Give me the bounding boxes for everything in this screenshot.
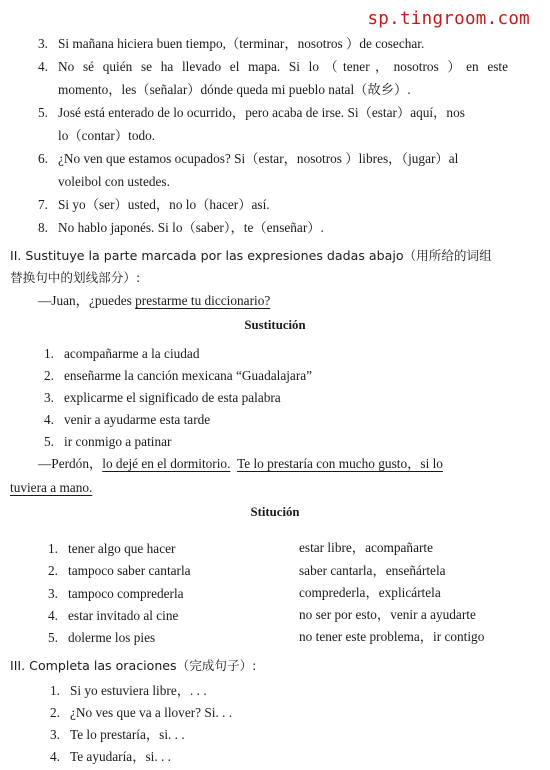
substitution-answer: no tener este problema，ir contigo xyxy=(299,629,485,644)
substitution-answer: no ser por esto，venir a ayudarte xyxy=(299,607,476,622)
dialog-answer: —Perdón，lo dejé en el dormitorio. Te lo prestaría con mucho gusto，si lo xyxy=(38,456,443,471)
substitution-item: 3. explicarme el significado de esta palabra xyxy=(44,390,281,405)
underlined-phrase: Te lo prestaría con mucho gusto，si lo xyxy=(237,456,443,471)
exercise-item-3: 3. Si mañana hiciera buen tiempo,（terminar，nosotros ）de cosechar. xyxy=(38,36,425,51)
substitution-item: 2. enseñarme la canción mexicana “Guadalajara” xyxy=(44,368,313,383)
completion-item: 2. ¿No ves que va a llover? Si. . . xyxy=(50,705,233,720)
substitution-item: 1. tener algo que hacer xyxy=(48,541,176,556)
watermark: sp.tingroom.com xyxy=(367,9,530,29)
underlined-phrase: tuviera a mano. xyxy=(10,480,93,495)
substitution-item: 4. estar invitado al cine xyxy=(48,608,179,623)
substitution-title-2: Stitución xyxy=(250,505,300,519)
dialog-question: —Juan，¿puedes prestarme tu diccionario? xyxy=(38,293,271,308)
exercise-item-6: 6. ¿No ven que estamos ocupados? Si（estar，nosotros ）libres，（jugar）al xyxy=(38,151,459,166)
substitution-item: 5. dolerme los pies xyxy=(48,630,156,645)
substitution-answer: estar libre，acompañarte xyxy=(299,540,434,555)
completion-item: 1. Si yo estuviera libre，. . . xyxy=(50,683,207,698)
exercise-item-6-cont: voleibol con ustedes. xyxy=(58,174,170,189)
exercise-item-5: 5. José está enterado de lo ocurrido，pero acaba de irse. Si（estar）aquí，nos xyxy=(38,105,465,120)
substitution-item: 4. venir a ayudarme esta tarde xyxy=(44,412,211,427)
substitution-answer: comprederla，explicártela xyxy=(299,585,441,600)
substitution-item: 5. ir conmigo a patinar xyxy=(44,434,172,449)
exercise-item-8: 8. No hablo japonés. Si lo（saber），te（enseñar）. xyxy=(38,220,324,235)
completion-item: 3. Te lo prestaría，si. . . xyxy=(50,727,185,742)
underlined-phrase: prestarme tu diccionario? xyxy=(135,293,271,308)
exercise-item-4-cont: momento，les（señalar）dónde queda mi pueblo natal（故乡）. xyxy=(58,82,411,97)
substitution-item: 3. tampoco comprederla xyxy=(48,586,184,601)
exercise-item-5-cont: lo（contar）todo. xyxy=(58,128,156,143)
section-2-heading: II. Sustituye la parte marcada por las expresiones dadas abajo（用所给的词组 xyxy=(10,248,492,263)
completion-item: 4. Te ayudaría，si. . . xyxy=(50,749,171,764)
substitution-title-1: Sustitución xyxy=(244,318,306,332)
section-3-heading: III. Completa las oraciones（完成句子）: xyxy=(10,658,257,673)
exercise-item-7: 7. Si yo（ser）usted，no lo（hacer）así. xyxy=(38,197,270,212)
exercise-item-4: 4. No sé quién se ha llevado el mapa. Si lo（tener，nosotros ）en este xyxy=(38,59,508,74)
underlined-phrase: lo dejé en el dormitorio. xyxy=(102,456,231,471)
dialog-answer-cont xyxy=(10,479,92,497)
section-2-heading-cont: 替换句中的划线部分）: xyxy=(10,270,141,285)
substitution-item: 1. acompañarme a la ciudad xyxy=(44,346,200,361)
substitution-answer: saber cantarla，enseñártela xyxy=(299,563,446,578)
substitution-item: 2. tampoco saber cantarla xyxy=(48,563,191,578)
